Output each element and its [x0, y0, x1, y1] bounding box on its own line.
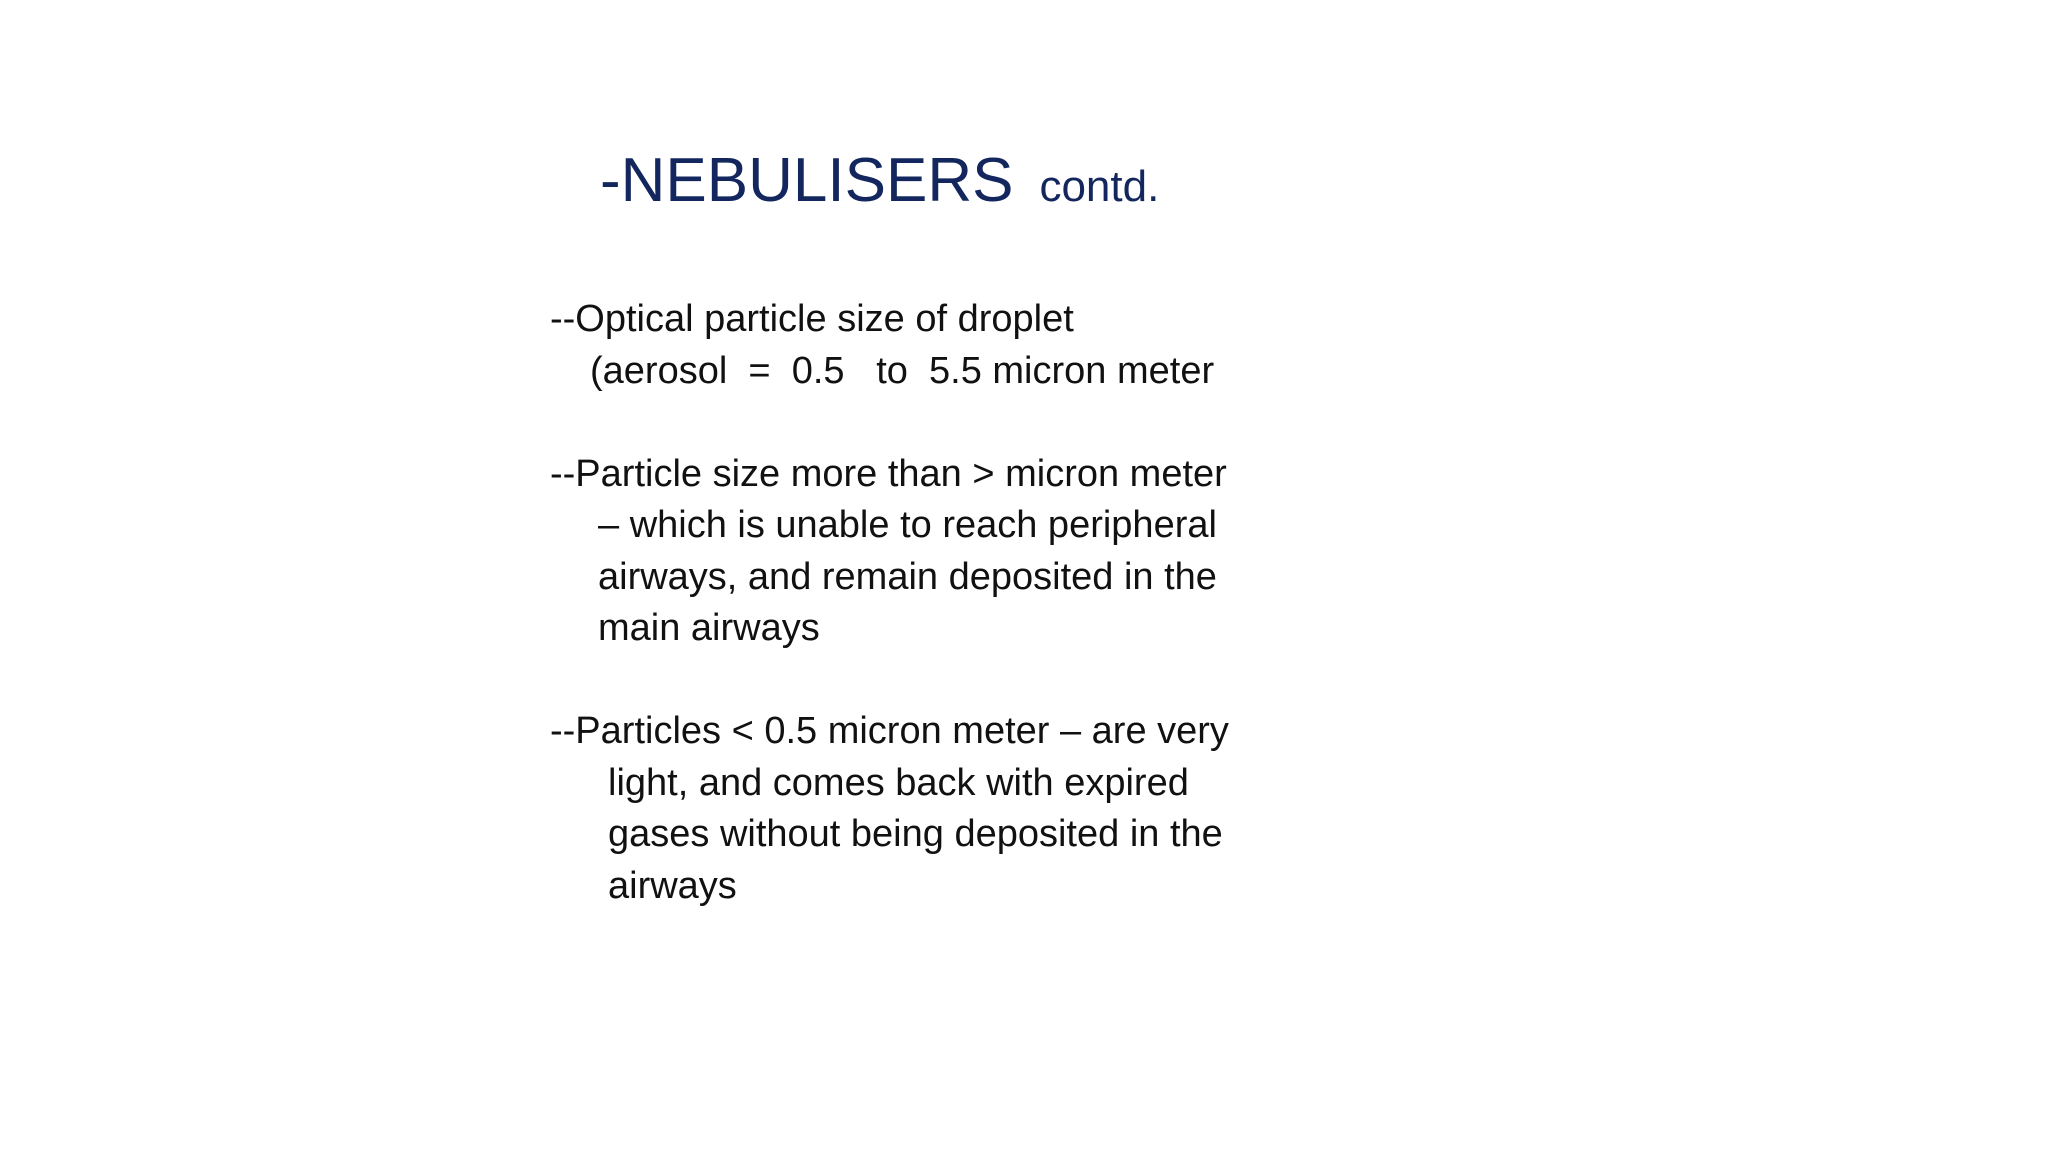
bullet-2-line-3: airways, and remain deposited in the [598, 555, 1217, 598]
bullet-2-line-1: --Particle size more than > micron meter [550, 452, 1227, 495]
bullet-point-2 [550, 449, 1310, 655]
title-main: -NEBULISERS [600, 146, 1014, 215]
bullet-3-line-1: --Particles < 0.5 micron meter – are very [550, 710, 1229, 752]
bullet-1-line-2: (aerosol = 0.5 to 5.5 micron meter [590, 349, 1215, 392]
spacer [550, 655, 1310, 707]
bullet-2-line-4: main airways [598, 607, 820, 649]
spacer [550, 397, 1310, 449]
bullet-3-line-3: gases without being deposited in the [608, 813, 1223, 855]
bullet-point-1 [550, 294, 1310, 397]
bullet-2-line-2: – which is unable to reach peripheral [598, 504, 1217, 546]
bullet-3-line-2: light, and comes back with expired [608, 761, 1189, 804]
title-suffix: contd. [1039, 162, 1160, 211]
bullet-1-line-1: --Optical particle size of droplet [550, 298, 1074, 340]
bullet-point-3 [550, 706, 1310, 912]
slide-body [550, 294, 1310, 912]
slide-title [600, 146, 1160, 215]
bullet-3-line-4: airways [608, 864, 737, 907]
